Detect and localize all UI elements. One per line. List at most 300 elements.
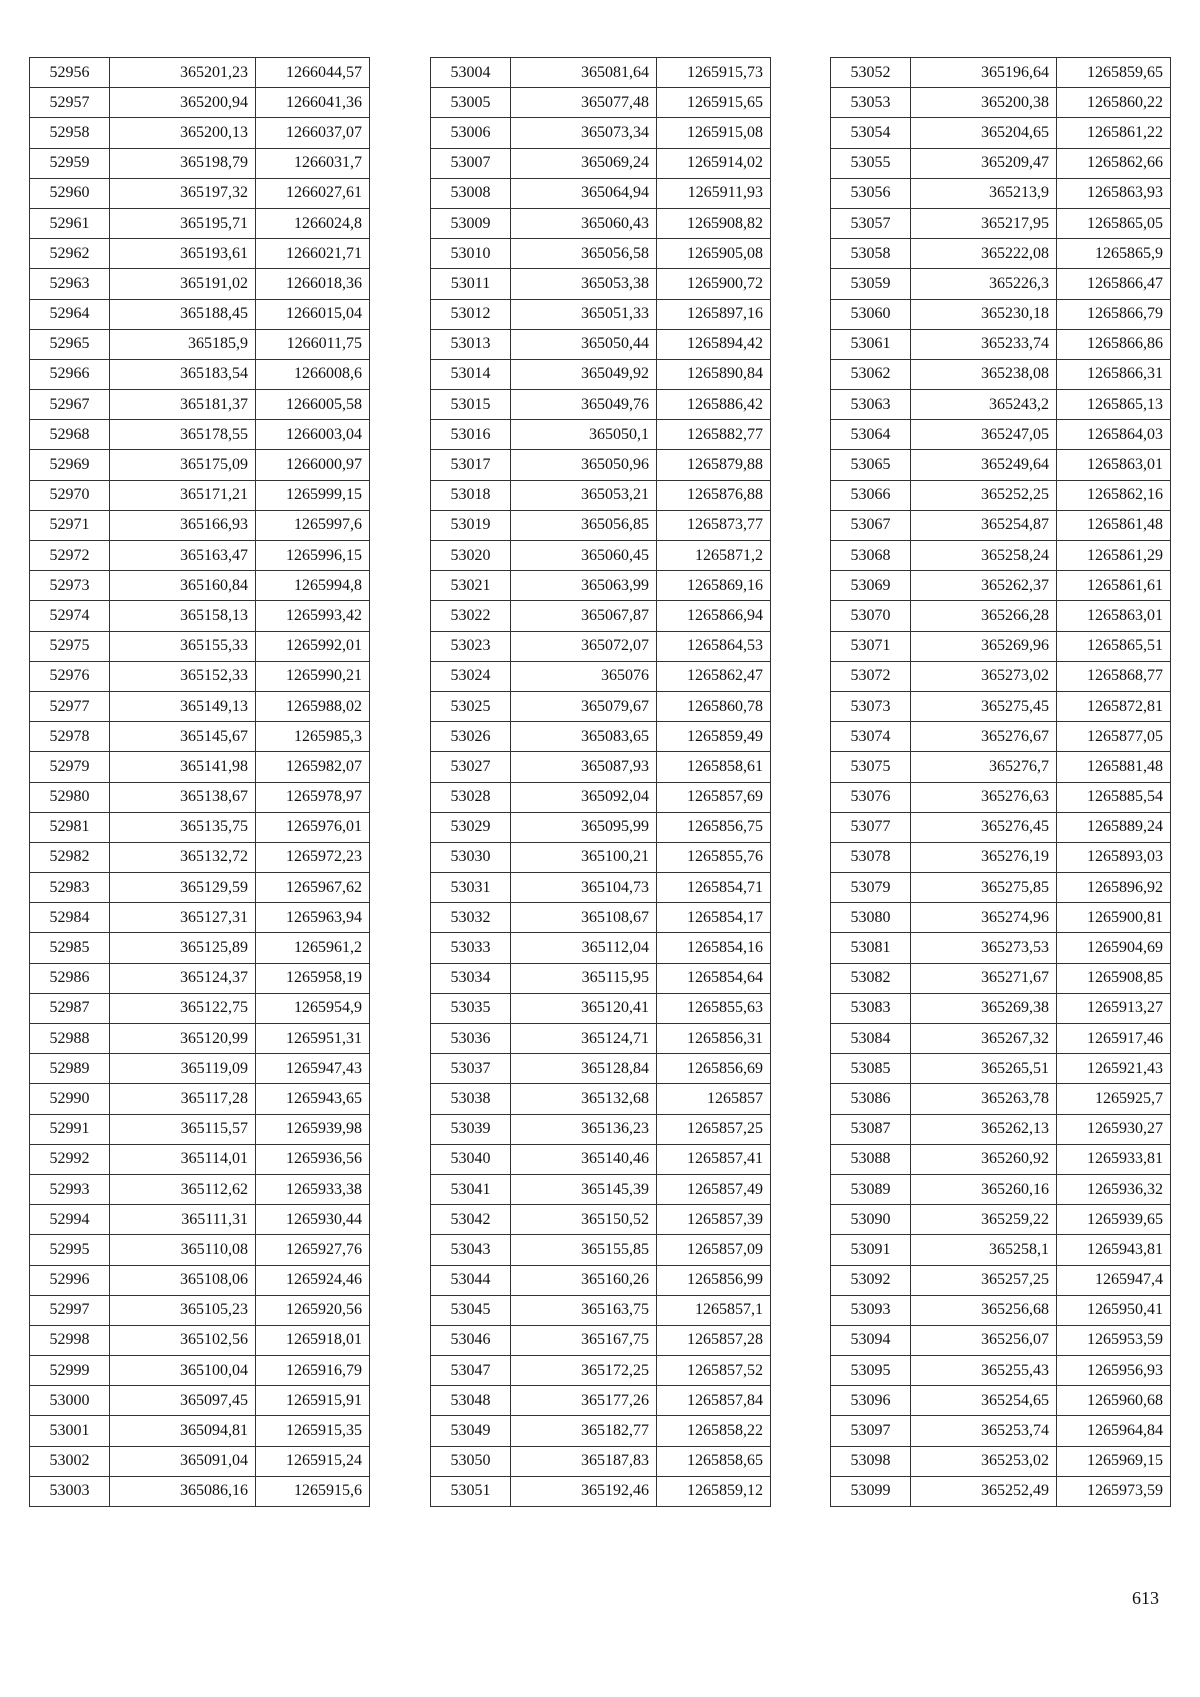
table-row [431, 450, 771, 480]
y-coordinate-cell: 1265973,59 [1057, 1476, 1171, 1506]
y-coordinate-cell: 1265953,59 [1057, 1325, 1171, 1355]
table-row [431, 1174, 771, 1204]
y-coordinate-cell: 1265939,98 [256, 1114, 370, 1144]
x-coordinate-cell: 365226,3 [911, 269, 1057, 299]
table-row [30, 239, 370, 269]
x-coordinate-cell: 365141,98 [110, 752, 256, 782]
point-number-cell: 53095 [831, 1356, 911, 1386]
x-coordinate-cell: 365183,54 [110, 359, 256, 389]
point-number-cell: 53053 [831, 88, 911, 118]
x-coordinate-cell: 365275,45 [911, 691, 1057, 721]
table-row [431, 782, 771, 812]
point-number-cell: 53007 [431, 148, 511, 178]
x-coordinate-cell: 365050,96 [511, 450, 657, 480]
table-row [431, 178, 771, 208]
y-coordinate-cell: 1266024,8 [256, 208, 370, 238]
point-number-cell: 53026 [431, 722, 511, 752]
table-row [831, 903, 1171, 933]
point-number-cell: 53051 [431, 1476, 511, 1506]
table-row [30, 1325, 370, 1355]
y-coordinate-cell: 1265857,49 [657, 1174, 771, 1204]
point-number-cell: 52957 [30, 88, 110, 118]
x-coordinate-cell: 365115,57 [110, 1114, 256, 1144]
x-coordinate-cell: 365254,65 [911, 1386, 1057, 1416]
x-coordinate-cell: 365132,68 [511, 1084, 657, 1114]
x-coordinate-cell: 365124,71 [511, 1024, 657, 1054]
table-row [431, 1235, 771, 1265]
point-number-cell: 52977 [30, 691, 110, 721]
x-coordinate-cell: 365152,33 [110, 661, 256, 691]
point-number-cell: 53009 [431, 208, 511, 238]
y-coordinate-cell: 1265894,42 [657, 329, 771, 359]
y-coordinate-cell: 1265857,84 [657, 1386, 771, 1416]
table-row [831, 299, 1171, 329]
point-number-cell: 53018 [431, 480, 511, 510]
y-coordinate-cell: 1265915,73 [657, 58, 771, 88]
x-coordinate-cell: 365263,78 [911, 1084, 1057, 1114]
point-number-cell: 52967 [30, 390, 110, 420]
point-number-cell: 53085 [831, 1054, 911, 1084]
y-coordinate-cell: 1265950,41 [1057, 1295, 1171, 1325]
table-row [831, 601, 1171, 631]
table-row [831, 1386, 1171, 1416]
point-number-cell: 53058 [831, 239, 911, 269]
y-coordinate-cell: 1265857,41 [657, 1144, 771, 1174]
point-number-cell: 52978 [30, 722, 110, 752]
x-coordinate-cell: 365160,84 [110, 571, 256, 601]
x-coordinate-cell: 365129,59 [110, 873, 256, 903]
table-row [30, 1416, 370, 1446]
x-coordinate-cell: 365127,31 [110, 903, 256, 933]
x-coordinate-cell: 365072,07 [511, 631, 657, 661]
x-coordinate-cell: 365258,1 [911, 1235, 1057, 1265]
y-coordinate-cell: 1266005,58 [256, 390, 370, 420]
y-coordinate-cell: 1265900,72 [657, 269, 771, 299]
point-number-cell: 53030 [431, 842, 511, 872]
table-row [831, 873, 1171, 903]
x-coordinate-cell: 365195,71 [110, 208, 256, 238]
table-row [431, 1476, 771, 1506]
point-number-cell: 53080 [831, 903, 911, 933]
table-row [831, 148, 1171, 178]
point-number-cell: 53067 [831, 510, 911, 540]
table-row [30, 329, 370, 359]
point-number-cell: 52970 [30, 480, 110, 510]
x-coordinate-cell: 365200,13 [110, 118, 256, 148]
y-coordinate-cell: 1265863,01 [1057, 601, 1171, 631]
y-coordinate-cell: 1265865,05 [1057, 208, 1171, 238]
x-coordinate-cell: 365274,96 [911, 903, 1057, 933]
x-coordinate-cell: 365171,21 [110, 480, 256, 510]
y-coordinate-cell: 1265857,69 [657, 782, 771, 812]
point-number-cell: 53042 [431, 1205, 511, 1235]
table-row [431, 1084, 771, 1114]
y-coordinate-cell: 1265854,17 [657, 903, 771, 933]
y-coordinate-cell: 1265872,81 [1057, 691, 1171, 721]
x-coordinate-cell: 365243,2 [911, 390, 1057, 420]
y-coordinate-cell: 1265930,27 [1057, 1114, 1171, 1144]
x-coordinate-cell: 365073,34 [511, 118, 657, 148]
table-row [831, 1265, 1171, 1295]
table-row [30, 390, 370, 420]
y-coordinate-cell: 1265855,63 [657, 993, 771, 1023]
x-coordinate-cell: 365100,04 [110, 1356, 256, 1386]
point-number-cell: 53002 [30, 1446, 110, 1476]
table-row [831, 1416, 1171, 1446]
point-number-cell: 53015 [431, 390, 511, 420]
point-number-cell: 53079 [831, 873, 911, 903]
table-row [831, 420, 1171, 450]
point-number-cell: 52988 [30, 1024, 110, 1054]
y-coordinate-cell: 1265925,7 [1057, 1084, 1171, 1114]
y-coordinate-cell: 1266018,36 [256, 269, 370, 299]
point-number-cell: 53040 [431, 1144, 511, 1174]
x-coordinate-cell: 365120,99 [110, 1024, 256, 1054]
table-row [30, 722, 370, 752]
y-coordinate-cell: 1265876,88 [657, 480, 771, 510]
y-coordinate-cell: 1265858,22 [657, 1416, 771, 1446]
point-number-cell: 53039 [431, 1114, 511, 1144]
y-coordinate-cell: 1265900,81 [1057, 903, 1171, 933]
point-number-cell: 52994 [30, 1205, 110, 1235]
y-coordinate-cell: 1265943,81 [1057, 1235, 1171, 1265]
y-coordinate-cell: 1265882,77 [657, 420, 771, 450]
point-number-cell: 53097 [831, 1416, 911, 1446]
x-coordinate-cell: 365217,95 [911, 208, 1057, 238]
table-row [30, 1295, 370, 1325]
x-coordinate-cell: 365196,64 [911, 58, 1057, 88]
y-coordinate-cell: 1265927,76 [256, 1235, 370, 1265]
table-row [431, 812, 771, 842]
y-coordinate-cell: 1265913,27 [1057, 993, 1171, 1023]
point-number-cell: 53037 [431, 1054, 511, 1084]
point-number-cell: 53023 [431, 631, 511, 661]
y-coordinate-cell: 1265915,65 [657, 88, 771, 118]
y-coordinate-cell: 1265856,69 [657, 1054, 771, 1084]
y-coordinate-cell: 1265947,4 [1057, 1265, 1171, 1295]
y-coordinate-cell: 1265915,6 [256, 1476, 370, 1506]
table-row [431, 1024, 771, 1054]
point-number-cell: 53001 [30, 1416, 110, 1446]
x-coordinate-cell: 365175,09 [110, 450, 256, 480]
point-number-cell: 52982 [30, 842, 110, 872]
y-coordinate-cell: 1265997,6 [256, 510, 370, 540]
table-row [431, 661, 771, 691]
y-coordinate-cell: 1265939,65 [1057, 1205, 1171, 1235]
y-coordinate-cell: 1265865,13 [1057, 390, 1171, 420]
y-coordinate-cell: 1265911,93 [657, 178, 771, 208]
x-coordinate-cell: 365110,08 [110, 1235, 256, 1265]
x-coordinate-cell: 365104,73 [511, 873, 657, 903]
y-coordinate-cell: 1265947,43 [256, 1054, 370, 1084]
point-number-cell: 53083 [831, 993, 911, 1023]
x-coordinate-cell: 365177,26 [511, 1386, 657, 1416]
point-number-cell: 53059 [831, 269, 911, 299]
point-number-cell: 53061 [831, 329, 911, 359]
point-number-cell: 52989 [30, 1054, 110, 1084]
y-coordinate-cell: 1265862,47 [657, 661, 771, 691]
x-coordinate-cell: 365262,37 [911, 571, 1057, 601]
x-coordinate-cell: 365222,08 [911, 239, 1057, 269]
y-coordinate-cell: 1265916,79 [256, 1356, 370, 1386]
x-coordinate-cell: 365192,46 [511, 1476, 657, 1506]
point-number-cell: 52995 [30, 1235, 110, 1265]
x-coordinate-cell: 365160,26 [511, 1265, 657, 1295]
table-row [831, 118, 1171, 148]
y-coordinate-cell: 1265893,03 [1057, 842, 1171, 872]
point-number-cell: 53096 [831, 1386, 911, 1416]
y-coordinate-cell: 1265864,53 [657, 631, 771, 661]
y-coordinate-cell: 1265864,03 [1057, 420, 1171, 450]
y-coordinate-cell: 1265857,52 [657, 1356, 771, 1386]
x-coordinate-cell: 365086,16 [110, 1476, 256, 1506]
x-coordinate-cell: 365259,22 [911, 1205, 1057, 1235]
table-row [831, 1325, 1171, 1355]
y-coordinate-cell: 1265865,9 [1057, 239, 1171, 269]
x-coordinate-cell: 365136,23 [511, 1114, 657, 1144]
table-row [30, 571, 370, 601]
point-number-cell: 52984 [30, 903, 110, 933]
y-coordinate-cell: 1265890,84 [657, 359, 771, 389]
y-coordinate-cell: 1265862,66 [1057, 148, 1171, 178]
y-coordinate-cell: 1265915,91 [256, 1386, 370, 1416]
y-coordinate-cell: 1265859,65 [1057, 58, 1171, 88]
table-row [30, 782, 370, 812]
y-coordinate-cell: 1265908,82 [657, 208, 771, 238]
y-coordinate-cell: 1265858,61 [657, 752, 771, 782]
point-number-cell: 53041 [431, 1174, 511, 1204]
x-coordinate-cell: 365213,9 [911, 178, 1057, 208]
y-coordinate-cell: 1265873,77 [657, 510, 771, 540]
x-coordinate-cell: 365253,74 [911, 1416, 1057, 1446]
table-row [431, 691, 771, 721]
point-number-cell: 53011 [431, 269, 511, 299]
table-row [831, 1024, 1171, 1054]
x-coordinate-cell: 365064,94 [511, 178, 657, 208]
y-coordinate-cell: 1265994,8 [256, 571, 370, 601]
table-row [831, 842, 1171, 872]
page-number: 613 [1132, 1588, 1159, 1608]
point-number-cell: 52964 [30, 299, 110, 329]
y-coordinate-cell: 1265936,56 [256, 1144, 370, 1174]
point-number-cell: 53071 [831, 631, 911, 661]
table-row [30, 1235, 370, 1265]
table-row [30, 359, 370, 389]
point-number-cell: 52972 [30, 541, 110, 571]
y-coordinate-cell: 1265982,07 [256, 752, 370, 782]
x-coordinate-cell: 365209,47 [911, 148, 1057, 178]
x-coordinate-cell: 365233,74 [911, 329, 1057, 359]
y-coordinate-cell: 1265861,29 [1057, 541, 1171, 571]
y-coordinate-cell: 1265857,1 [657, 1295, 771, 1325]
x-coordinate-cell: 365257,25 [911, 1265, 1057, 1295]
x-coordinate-cell: 365201,23 [110, 58, 256, 88]
x-coordinate-cell: 365145,39 [511, 1174, 657, 1204]
x-coordinate-cell: 365049,92 [511, 359, 657, 389]
table-row [431, 1295, 771, 1325]
table-row [831, 1144, 1171, 1174]
point-number-cell: 53016 [431, 420, 511, 450]
table-row [831, 541, 1171, 571]
table-row [831, 1114, 1171, 1144]
table-row [431, 963, 771, 993]
table-row [431, 631, 771, 661]
point-number-cell: 52985 [30, 933, 110, 963]
x-coordinate-cell: 365276,7 [911, 752, 1057, 782]
point-number-cell: 52961 [30, 208, 110, 238]
point-number-cell: 53098 [831, 1446, 911, 1476]
x-coordinate-cell: 365163,47 [110, 541, 256, 571]
y-coordinate-cell: 1265886,42 [657, 390, 771, 420]
table-row [431, 148, 771, 178]
x-coordinate-cell: 365247,05 [911, 420, 1057, 450]
table-row [30, 933, 370, 963]
y-coordinate-cell: 1265859,12 [657, 1476, 771, 1506]
point-number-cell: 52966 [30, 359, 110, 389]
x-coordinate-cell: 365049,76 [511, 390, 657, 420]
table-row [30, 58, 370, 88]
x-coordinate-cell: 365271,67 [911, 963, 1057, 993]
table-row [30, 1265, 370, 1295]
x-coordinate-cell: 365105,23 [110, 1295, 256, 1325]
y-coordinate-cell: 1265933,81 [1057, 1144, 1171, 1174]
point-number-cell: 53090 [831, 1205, 911, 1235]
table-row [30, 510, 370, 540]
point-number-cell: 52990 [30, 1084, 110, 1114]
table-row [431, 1356, 771, 1386]
point-number-cell: 52963 [30, 269, 110, 299]
y-coordinate-cell: 1265855,76 [657, 842, 771, 872]
x-coordinate-cell: 365056,58 [511, 239, 657, 269]
x-coordinate-cell: 365108,06 [110, 1265, 256, 1295]
x-coordinate-cell: 365087,93 [511, 752, 657, 782]
table-row [431, 1446, 771, 1476]
table-row [831, 722, 1171, 752]
x-coordinate-cell: 365197,32 [110, 178, 256, 208]
x-coordinate-cell: 365252,49 [911, 1476, 1057, 1506]
y-coordinate-cell: 1265960,68 [1057, 1386, 1171, 1416]
point-number-cell: 52979 [30, 752, 110, 782]
point-number-cell: 53005 [431, 88, 511, 118]
point-number-cell: 52983 [30, 873, 110, 903]
x-coordinate-cell: 365276,63 [911, 782, 1057, 812]
x-coordinate-cell: 365167,75 [511, 1325, 657, 1355]
table-row [30, 118, 370, 148]
y-coordinate-cell: 1265856,31 [657, 1024, 771, 1054]
point-number-cell: 53000 [30, 1386, 110, 1416]
point-number-cell: 53077 [831, 812, 911, 842]
point-number-cell: 53082 [831, 963, 911, 993]
y-coordinate-cell: 1265990,21 [256, 661, 370, 691]
point-number-cell: 53013 [431, 329, 511, 359]
point-number-cell: 52992 [30, 1144, 110, 1174]
table-row [30, 541, 370, 571]
y-coordinate-cell: 1266015,04 [256, 299, 370, 329]
point-number-cell: 52999 [30, 1356, 110, 1386]
point-number-cell: 52975 [30, 631, 110, 661]
x-coordinate-cell: 365119,09 [110, 1054, 256, 1084]
table-row [831, 1205, 1171, 1235]
point-number-cell: 53093 [831, 1295, 911, 1325]
point-number-cell: 53092 [831, 1265, 911, 1295]
y-coordinate-cell: 1265999,15 [256, 480, 370, 510]
table-row [831, 1054, 1171, 1084]
point-number-cell: 53086 [831, 1084, 911, 1114]
table-row [30, 812, 370, 842]
y-coordinate-cell: 1265996,15 [256, 541, 370, 571]
y-coordinate-cell: 1266031,7 [256, 148, 370, 178]
x-coordinate-cell: 365132,72 [110, 842, 256, 872]
point-number-cell: 53066 [831, 480, 911, 510]
y-coordinate-cell: 1265985,3 [256, 722, 370, 752]
x-coordinate-cell: 365060,45 [511, 541, 657, 571]
table-row [431, 873, 771, 903]
y-coordinate-cell: 1266021,71 [256, 239, 370, 269]
table-row [30, 1446, 370, 1476]
point-number-cell: 53004 [431, 58, 511, 88]
point-number-cell: 53049 [431, 1416, 511, 1446]
point-number-cell: 52993 [30, 1174, 110, 1204]
y-coordinate-cell: 1265930,44 [256, 1205, 370, 1235]
y-coordinate-cell: 1265920,56 [256, 1295, 370, 1325]
point-number-cell: 53010 [431, 239, 511, 269]
x-coordinate-cell: 365166,93 [110, 510, 256, 540]
table-row [30, 1144, 370, 1174]
table-row [431, 993, 771, 1023]
y-coordinate-cell: 1265858,65 [657, 1446, 771, 1476]
point-number-cell: 53081 [831, 933, 911, 963]
point-number-cell: 53028 [431, 782, 511, 812]
x-coordinate-cell: 365138,67 [110, 782, 256, 812]
x-coordinate-cell: 365097,45 [110, 1386, 256, 1416]
x-coordinate-cell: 365198,79 [110, 148, 256, 178]
table-row [30, 178, 370, 208]
point-number-cell: 53034 [431, 963, 511, 993]
y-coordinate-cell: 1265954,9 [256, 993, 370, 1023]
table-row [831, 752, 1171, 782]
point-number-cell: 53099 [831, 1476, 911, 1506]
table-row [431, 1114, 771, 1144]
x-coordinate-cell: 365150,52 [511, 1205, 657, 1235]
point-number-cell: 52965 [30, 329, 110, 359]
table-row [431, 571, 771, 601]
y-coordinate-cell: 1265904,69 [1057, 933, 1171, 963]
table-row [30, 903, 370, 933]
point-number-cell: 53063 [831, 390, 911, 420]
y-coordinate-cell: 1265978,97 [256, 782, 370, 812]
x-coordinate-cell: 365276,45 [911, 812, 1057, 842]
x-coordinate-cell: 365262,13 [911, 1114, 1057, 1144]
table-row [431, 359, 771, 389]
table-row [831, 208, 1171, 238]
table-row [431, 1265, 771, 1295]
x-coordinate-cell: 365102,56 [110, 1325, 256, 1355]
x-coordinate-cell: 365172,25 [511, 1356, 657, 1386]
x-coordinate-cell: 365155,33 [110, 631, 256, 661]
table-row [431, 601, 771, 631]
x-coordinate-cell: 365163,75 [511, 1295, 657, 1325]
table-row [831, 1235, 1171, 1265]
table-row [30, 480, 370, 510]
y-coordinate-cell: 1265866,86 [1057, 329, 1171, 359]
point-number-cell: 53094 [831, 1325, 911, 1355]
point-number-cell: 53089 [831, 1174, 911, 1204]
y-coordinate-cell: 1265972,23 [256, 842, 370, 872]
table-row [30, 88, 370, 118]
coordinates-table-1 [29, 57, 370, 1507]
y-coordinate-cell: 1265863,01 [1057, 450, 1171, 480]
x-coordinate-cell: 365275,85 [911, 873, 1057, 903]
